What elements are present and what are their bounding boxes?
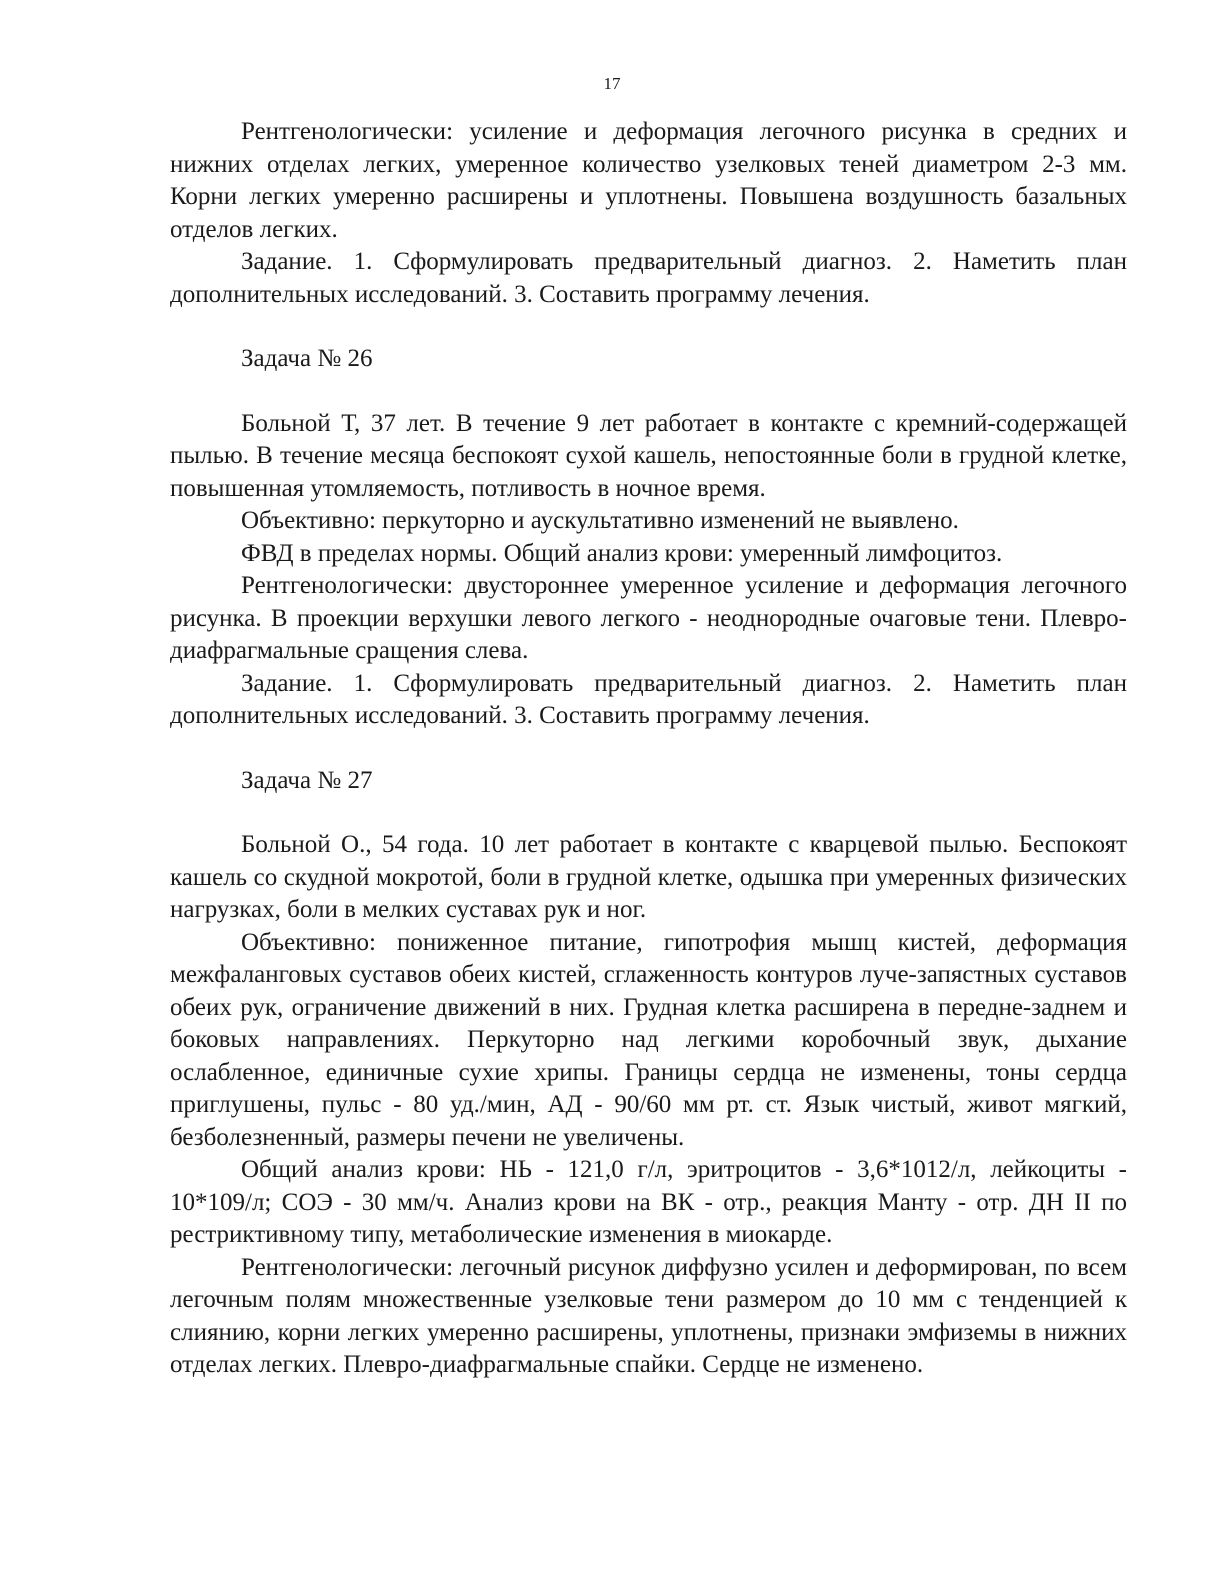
task-27-complaints: Больной О., 54 года. 10 лет работает в контакте с кварцевой пылью. Беспокоят кашель со скудной мокротой, боли в грудной клетке, одышка при умеренных физических нагрузках, боли в мелких суставах рук и ног. [170,831,1127,923]
page-number: 17 [603,74,621,93]
task-27-section [170,765,1127,1382]
task-26-assignment: Задание. 1. Сформулировать предварительный диагноз. 2. Наметить план дополнительных исследований. 3. Составить программу лечения. [170,669,1127,729]
task-27-xray: Рентгенологически: легочный рисунок диффузно усилен и деформирован, по всем легочным полям множественные узелковые тени размером до 10 мм с тенденцией к слиянию, корни легких умеренно расширены, уплотнены, признаки эмфиземы в нижних отделах легких. Плевро-диафрагмальные спайки. Сердце не изменено. [170,1253,1127,1378]
task-27-title: Задача № 27 [241,766,373,794]
task-26-xray: Рентгенологически: двустороннее умеренное усиление и деформация легочного рисунка. В проекции верхушки левого легкого - неоднородные очаговые тени. Плевро-диафрагмальные сращения слева. [170,572,1127,664]
task-26-lab: ФВД в пределах нормы. Общий анализ крови: умеренный лимфоцитоз. [241,539,1003,567]
xray-paragraph: Рентгенологически: усиление и деформация легочного рисунка в средних и нижних отделах легких, умеренное количество узелковых теней диаметром 2-3 мм. Корни легких умеренно расширены и уплотнены. Повышена воздушность базальных отделов легких. [170,118,1127,243]
page-body [170,116,1127,1382]
task-26-objective: Объективно: перкуторно и аускультативно изменений не выявлено. [241,507,959,534]
task-26-title: Задача № 26 [241,345,373,372]
task-27-lab: Общий анализ крови: НЬ - 121,0 г/л, эритроцитов - 3,6*1012/л, лейкоциты - 10*109/л; СОЭ - 30 мм/ч. Анализ крови на ВК - отр., реакция Манту - отр. ДН II по рестриктивному типу, метаболические изменения в миокарде. [170,1156,1127,1248]
task-27-objective: Объективно: пониженное питание, гипотрофия мышц кистей, деформация межфаланговых суставов обеих кистей, сглаженность контуров луче-запястных суставов обеих рук, ограничение движений в них. Грудная клетка расширена в передне-заднем и боковых направлениях. Перкуторно над легкими коробочный звук, дыхание ослабленное, единичные сухие хрипы. Границы сердца не изменены, тоны сердца приглушены, пульс - 80 уд./мин, АД - 90/60 мм рт. ст. Язык чистый, живот мягкий, безболезненный, размеры печени не увеличены. [170,928,1127,1151]
task-26-complaints: Больной Т, 37 лет. В течение 9 лет работает в контакте с кремний-содержащей пылью. В течение месяца беспокоят сухой кашель, непостоянные боли в грудной клетке, повышенная утомляемость, потливость в ночное время. [170,409,1127,502]
continued-case-block [170,116,1127,311]
task-26-section [170,343,1127,733]
task-assignment: Задание. 1. Сформулировать предварительный диагноз. 2. Наметить план дополнительных исследований. 3. Составить программу лечения. [170,248,1127,308]
